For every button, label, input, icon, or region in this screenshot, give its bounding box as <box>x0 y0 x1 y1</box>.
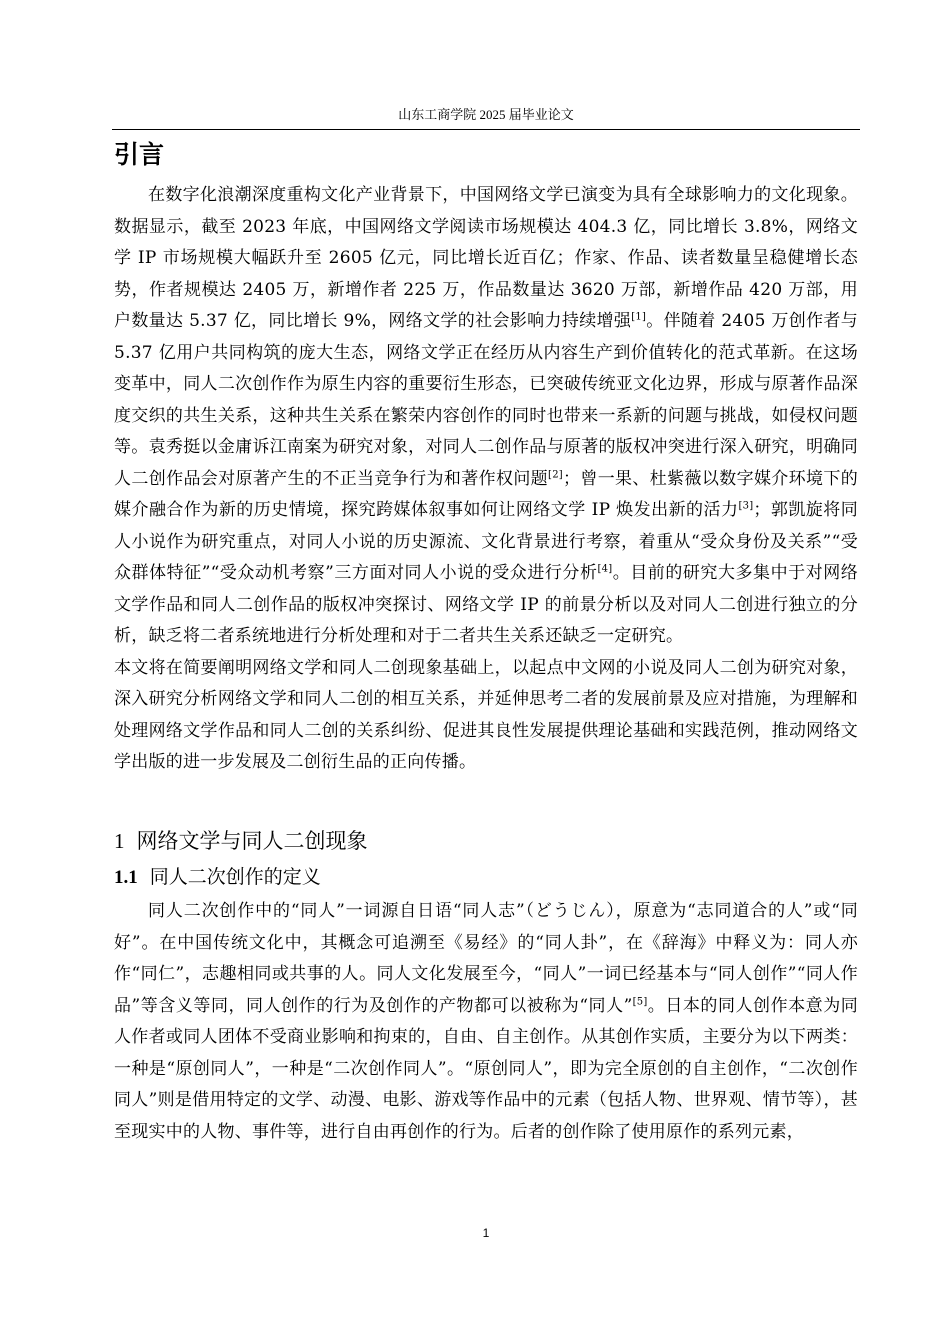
section-1-number: 1 <box>114 829 125 853</box>
paragraph-text: 。目前的研究大多集中于对网络文学作品和同人二创作品的版权冲突探讨、网络文学 IP 的前景分析以及对同人二创进行独立的分析，缺乏将二者系统地进行分析处理和对于二者共生关系还缺乏一定研究。 <box>114 563 859 646</box>
citation-ref[interactable]: [3] <box>738 500 754 512</box>
section-1-1-number: 1.1 <box>114 867 138 888</box>
page-number: 1 <box>482 1226 490 1240</box>
section-1-title: 网络文学与同人二创现象 <box>136 829 368 853</box>
citation-ref[interactable]: [2] <box>548 468 563 480</box>
section-1-1-heading <box>114 862 321 893</box>
citation-ref[interactable]: [5] <box>632 995 648 1007</box>
citation-ref[interactable]: [4] <box>597 563 613 575</box>
paragraph-text: ；曾一果、杜紫薇以数字媒介环境下的媒介融合作为新的历史情境，探究跨媒体叙事如何让网络文学 IP 焕发出新的活力 <box>114 468 859 520</box>
paragraph-text: ；郭凯旋将同人小说作为研究重点，对同人小说的历史源流、文化背景进行考察，着重从“受众身份及关系”“受众群体特征”“受众动机考察”三方面对同人小说的受众进行分析 <box>114 500 859 583</box>
paragraph-text: 在数字化浪潮深度重构文化产业背景下，中国网络文学已演变为具有全球影响力的文化现象。数据显示，截至 2023 年底，中国网络文学阅读市场规模达 404.3 亿，同比增长 3.8%，网络文学 IP 市场规模大幅跃升至 2605 亿元，同比增长近百亿；作家、作品、读者数量呈稳健增长态势，作者规模达 2405 万，新增作者 225 万，作品数量达 3620 万部，新增作品 420 万部，用户数量达 5.37 亿，同比增长 9%，网络文学的社会影响力持续增强 <box>114 185 858 331</box>
paragraph-text: 同人二次创作中的“同人”一词源自日语“同人志”（どうじん），原意为“志同道合的人”或“同好”。在中国传统文化中，其概念可追溯至《易经》的“同人卦”，在《辞海》中释义为：同人亦作“同仁”，志趣相同或共事的人。同人文化发展至今，“同人”一词已经基本与“同人创作”“同人作品”等含义等同，同人创作的行为及创作的产物都可以被称为“同人” <box>114 901 858 1016</box>
paragraph-text: 本文将在简要阐明网络文学和同人二创现象基础上，以起点中文网的小说及同人二创为研究对象，深入研究分析网络文学和同人二创的相互关系，并延伸思考二者的发展前景及应对措施，为理解和处理网络文学作品和同人二创的关系纠纷、促进其良性发展提供理论基础和实践范例，推动网络文学出版的进一步发展及二创衍生品的正向传播。 <box>114 657 858 772</box>
paragraph-text: 。日本的同人创作本意为同人作者或同人团体不受商业影响和拘束的，自由、自主创作。从其创作实质，主要分为以下两类：一种是“原创同人”，一种是“二次创作同人”。“原创同人”，即为完全原创的自主创作，“二次创作同人”则是借用特定的文学、动漫、电影、游戏等作品中的元素（包括人物、世界观、情节等），甚至现实中的人物、事件等，进行自由再创作的行为。后者的创作除了使用原作的系列元素， <box>114 995 858 1142</box>
intro-heading: 引言 <box>114 140 165 169</box>
citation-ref[interactable]: [1] <box>631 311 647 323</box>
paragraph-text: 。伴随着 2405 万创作者与 5.37 亿用户共同构筑的庞大生态，网络文学正在经历从内容生产到价值转化的范式革新。在这场变革中，同人二次创作作为原生内容的重要衍生形态，已突破传统亚文化边界，形成与原著作品深度交织的共生关系，这种共生关系在繁荣内容创作的同时也带来一系新的问题与挑战，如侵权问题等。袁秀挺以金庸诉江南案为研究对象，对同人二创作品与原著的版权冲突进行深入研究，明确同人二创作品会对原著产生的不正当竞争行为和著作权问题 <box>114 311 859 489</box>
paragraph <box>114 896 858 1148</box>
section-1-1-body <box>114 896 858 1148</box>
paragraph <box>114 180 858 653</box>
paragraph <box>114 653 858 779</box>
running-header: 山东工商学院 2025 届毕业论文 <box>398 107 574 122</box>
intro-body <box>114 180 858 779</box>
header-divider <box>112 129 860 130</box>
section-1-1-title: 同人二次创作的定义 <box>149 866 321 888</box>
section-1-heading <box>114 826 368 856</box>
